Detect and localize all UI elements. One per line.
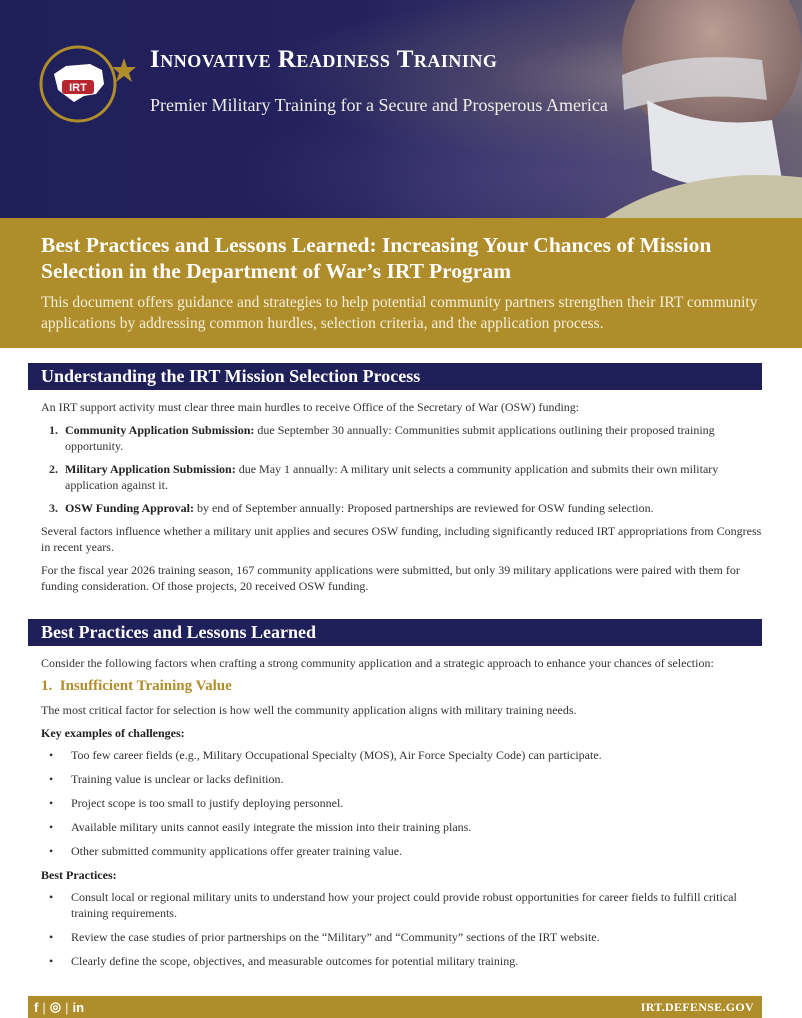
paragraph: For the fiscal year 2026 training season, 167 community applications were submitted, but only 39 military applications were paired with them for funding consideration. Of those projects, 20 received OSW funding. <box>41 563 740 593</box>
bullet-icon: • <box>49 954 54 968</box>
step-text: due May 1 annually: A military unit selects a community application and submits their own military application against it. <box>65 462 719 492</box>
subheading-training-value: 1. Insufficient Training Value <box>41 678 232 694</box>
document-title: Best Practices and Lessons Learned: Increasing Your Chances of Mission Selection in the Department of War’s IRT Program <box>41 233 712 283</box>
step-text: due September 30 annually: Communities submit applications outlining their proposed training opportunity. <box>65 423 715 453</box>
intro-band <box>0 218 802 348</box>
list-item <box>41 819 762 835</box>
best-practices-label: Best Practices: <box>41 868 117 882</box>
bullet-icon: • <box>49 772 54 786</box>
list-item <box>41 843 762 859</box>
footer-bar <box>28 996 762 1018</box>
list-number: 3. <box>49 501 58 515</box>
step-text: by end of September annually: Proposed partnerships are reviewed for OSW funding selection. <box>193 501 654 515</box>
list-item-text: Training value is unclear or lacks definition. <box>71 772 284 786</box>
paragraph: The most critical factor for selection is how well the community application aligns with military training needs. <box>41 703 577 717</box>
facebook-icon[interactable]: f <box>34 999 39 1015</box>
separator: | <box>65 999 69 1015</box>
step-title: Military Application Submission: <box>65 462 236 476</box>
list-item-text: Clearly define the scope, objectives, and measurable outcomes for potential military training. <box>71 954 519 968</box>
bullet-icon: • <box>49 820 54 834</box>
list-item-text: Available military units cannot easily integrate the mission into their training plans. <box>71 820 472 834</box>
list-item-text: Review the case studies of prior partnerships on the “Military” and “Community” sections of the IRT website. <box>71 930 600 944</box>
linkedin-icon[interactable]: in <box>72 999 85 1015</box>
list-item <box>41 500 762 516</box>
paragraph: Consider the following factors when crafting a strong community application and a strategic approach to enhance your chances of selection: <box>41 656 714 670</box>
section-heading-best-practices: Best Practices and Lessons Learned <box>28 619 762 646</box>
bullet-icon: • <box>49 796 54 810</box>
bullet-icon: • <box>49 890 54 904</box>
bullet-icon: • <box>49 748 54 762</box>
list-item <box>41 889 762 921</box>
step-title: Community Application Submission: <box>65 423 255 437</box>
practices-list <box>41 889 762 969</box>
list-item <box>41 953 762 969</box>
separator: | <box>42 999 46 1015</box>
section-selection-process-body <box>41 399 762 601</box>
paragraph: Several factors influence whether a military unit applies and secures OSW funding, including significantly reduced IRT appropriations from Congress in recent years. <box>41 524 762 554</box>
list-item-text: Project scope is too small to justify deploying personnel. <box>71 796 344 810</box>
list-item <box>41 422 762 454</box>
step-title: OSW Funding Approval: <box>65 501 194 515</box>
program-tagline: Premier Military Training for a Secure and Prosperous America <box>150 95 608 115</box>
list-item <box>41 461 762 493</box>
list-item-text: Other submitted community applications offer greater training value. <box>71 844 403 858</box>
svg-text:IRT: IRT <box>69 82 87 94</box>
list-item-text: Too few career fields (e.g., Military Occupational Specialty (MOS), Air Force Specialty Code) can participate. <box>71 748 602 762</box>
bullet-icon: • <box>49 930 54 944</box>
list-number: 2. <box>49 462 58 476</box>
list-item-text: Consult local or regional military units to understand how your project could provide robust opportunities for career fields to fulfill critical training requirements. <box>71 890 737 920</box>
challenges-list <box>41 747 762 859</box>
list-number: 1. <box>49 423 58 437</box>
list-item <box>41 771 762 787</box>
social-links <box>34 999 84 1015</box>
header-banner <box>0 0 802 218</box>
program-title: Innovative Readiness Training <box>150 46 498 73</box>
website-link[interactable]: IRT.DEFENSE.GOV <box>640 1000 754 1014</box>
section-heading-selection-process: Understanding the IRT Mission Selection Process <box>28 363 762 390</box>
list-item <box>41 929 762 945</box>
bullet-icon: • <box>49 844 54 858</box>
list-item <box>41 747 762 763</box>
paragraph: An IRT support activity must clear three main hurdles to receive Office of the Secretary of War (OSW) funding: <box>41 400 580 414</box>
hurdle-list <box>41 422 762 516</box>
list-item <box>41 795 762 811</box>
challenges-label: Key examples of challenges: <box>41 726 185 740</box>
irt-logo-icon <box>38 40 138 128</box>
document-intro: This document offers guidance and strategies to help potential community partners strengthen their IRT community applications by addressing common hurdles, selection criteria, and the application process. <box>41 294 758 332</box>
instagram-icon[interactable]: ◎ <box>49 999 62 1014</box>
section-best-practices-body <box>41 655 762 977</box>
